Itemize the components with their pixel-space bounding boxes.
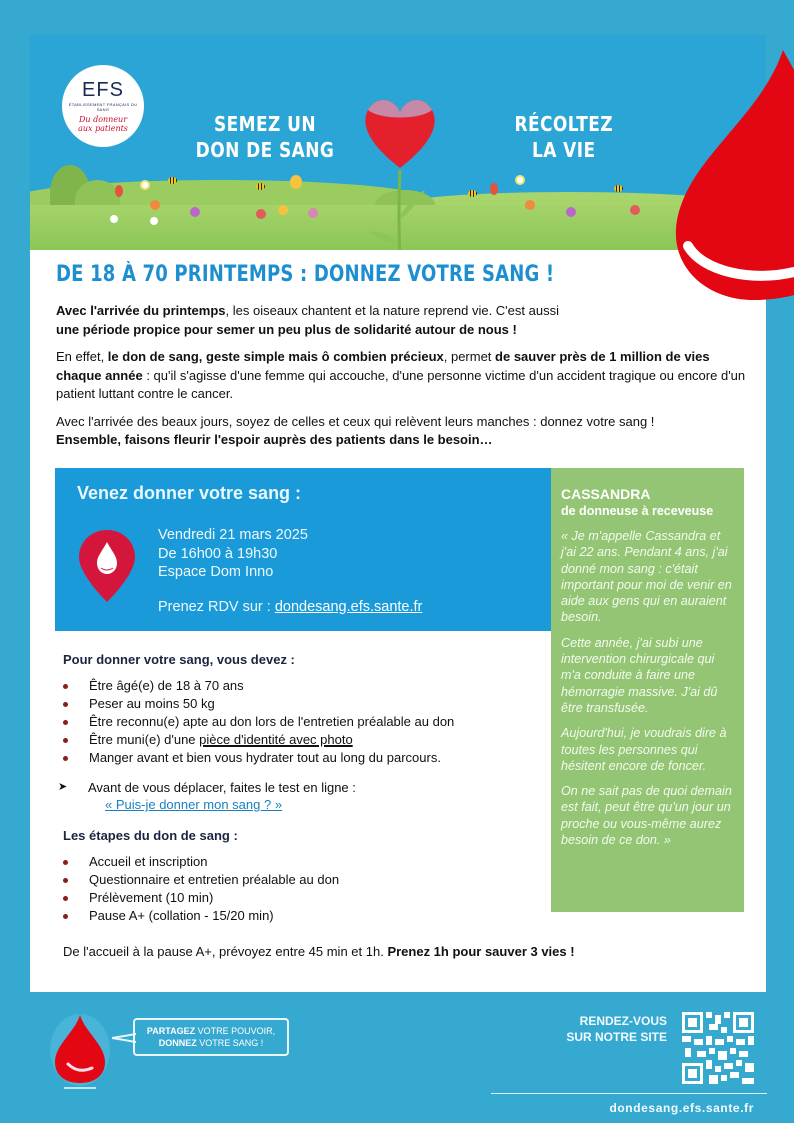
testimony-box [551, 468, 744, 912]
requirements-section [58, 652, 543, 813]
event-info-box [55, 468, 552, 631]
flower-icon [566, 207, 576, 217]
event-time: De 16h00 à 19h30 [158, 545, 278, 562]
content-panel [30, 250, 766, 992]
list-item: Être âgé(e) de 18 à 70 ans [63, 677, 543, 695]
list-item: Questionnaire et entretien préalable au don [63, 871, 543, 889]
online-test-note [58, 779, 543, 813]
flower-icon [630, 205, 640, 215]
requirements-heading: Pour donner votre sang, vous devez : [63, 652, 295, 667]
testimony-role: de donneuse à receveuse [561, 504, 714, 518]
intro-text [56, 302, 746, 459]
share-speech-bubble [133, 1018, 289, 1056]
efs-logo [62, 65, 144, 147]
flower-icon [490, 183, 498, 195]
list-item-text: Être muni(e) d'une [89, 732, 200, 747]
testimony-name: CASSANDRA [561, 486, 651, 502]
bee-icon [614, 185, 623, 192]
list-item: Manger avant et bien vous hydrater tout au long du parcours. [63, 749, 543, 767]
steps-heading: Les étapes du don de sang : [63, 828, 238, 843]
list-item: Pause A+ (collation - 15/20 min) [63, 907, 543, 925]
id-requirement-underlined: pièce d'identité avec photo [199, 732, 353, 747]
event-details [158, 526, 308, 582]
steps-section [63, 828, 543, 925]
flower-icon [256, 209, 266, 219]
intro-p1-bold-end: une période propice pour semer un peu plus de solidarité autour de nous ! [56, 321, 517, 337]
slogan-left-line1: SEMEZ UN [213, 112, 317, 136]
slogan-left [180, 111, 350, 163]
bubble-bold-2: DONNEZ [158, 1038, 197, 1048]
testimony-paragraph: On ne sait pas de quoi demain est fait, peut être qu'un jour un proche ou vous-même aurez besoin de ce don. » [561, 784, 732, 848]
duration-text: De l'accueil à la pause A+, prévoyez entre 45 min et 1h. [63, 944, 388, 959]
slogan-right [500, 111, 628, 163]
visit-site-line1: RENDEZ-VOUS [579, 1014, 667, 1028]
intro-paragraph-1 [56, 302, 746, 339]
intro-paragraph-3 [56, 413, 746, 450]
testimony-paragraph: Cette année, j'ai subi une intervention chirurgicale qui m'a conduite à faire une hémorragie massive. J'ai dû être transfusée. [561, 635, 718, 715]
footer-blood-drop-icon [50, 1010, 110, 1090]
flower-icon [290, 175, 302, 189]
testimony-paragraph: « Je m'appelle Cassandra et j'ai 22 ans. Pendant 4 ans, j'ai donné mon sang : c'était important pour moi de venir en aide aux gens qui en auraient besoin. [561, 529, 732, 625]
logo-tagline [62, 115, 144, 133]
flower-icon [110, 215, 118, 223]
intro-p2-mid: , permet [443, 349, 496, 364]
bubble-text-1: VOTRE POUVOIR, [195, 1026, 276, 1036]
list-item: Prélèvement (10 min) [63, 889, 543, 907]
intro-p1-rest: , les oiseaux chantent et la nature reprend vie. C'est aussi [225, 303, 559, 318]
slogan-left-line2: DON DE SANG [195, 138, 335, 162]
intro-p3-bold: Ensemble, faisons fleurir l'espoir auprès des patients dans le besoin… [56, 432, 493, 447]
flower-icon [525, 200, 535, 210]
flower-icon [150, 200, 160, 210]
bubble-text-2: VOTRE SANG ! [196, 1038, 264, 1048]
bee-icon [168, 177, 177, 184]
bubble-bold-1: PARTAGEZ [146, 1026, 196, 1036]
slogan-right-line1: RÉCOLTEZ [514, 112, 614, 136]
intro-paragraph-2 [56, 348, 746, 404]
logo-acronym: EFS [82, 79, 124, 101]
steps-list [63, 853, 543, 925]
testimony-paragraph: Aujourd'hui, je voudrais dire à toutes les personnes qui hésitent encore de foncer. [561, 726, 727, 773]
online-test-text: Avant de vous déplacer, faites le test en ligne : [88, 780, 356, 795]
visit-site-line2: SUR NOTRE SITE [566, 1030, 667, 1044]
flower-icon [190, 207, 200, 217]
logo-tagline-line1: Du donneur [78, 115, 128, 124]
footer-url[interactable]: dondesang.efs.sante.fr [609, 1101, 754, 1115]
duration-bold: Prenez 1h pour sauver 3 vies ! [387, 944, 575, 959]
flower-icon [140, 180, 150, 190]
logo-tagline-line2: aux patients [78, 124, 128, 133]
event-rdv [158, 599, 422, 615]
duration-note [63, 944, 575, 959]
intro-p2-end: : qu'il s'agisse d'une femme qui accouche, d'une personne victime d'un accident tragique ou encore d'un patient luttant contre le cancer. [56, 367, 746, 401]
location-pin-icon [79, 530, 135, 602]
intro-p2-bold2: de sauver près de 1 million de vies chaque année [56, 349, 710, 383]
bee-icon [468, 190, 477, 197]
list-item: Être reconnu(e) apte au don lors de l'entretien préalable au don [63, 713, 543, 731]
intro-p2-start: En effet, [56, 349, 108, 364]
online-test-link[interactable]: « Puis-je donner mon sang ? » [105, 797, 283, 812]
flower-icon [150, 217, 158, 225]
flower-icon [515, 175, 525, 185]
intro-p3: Avec l'arrivée des beaux jours, soyez de celles et ceux qui relèvent leurs manches : donnez votre sang ! [56, 413, 655, 429]
list-item [63, 731, 543, 749]
page-title: DE 18 À 70 PRINTEMPS : DONNEZ VOTRE SANG ! [56, 262, 555, 287]
list-item: Accueil et inscription [63, 853, 543, 871]
list-item: Peser au moins 50 kg [63, 695, 543, 713]
event-place: Espace Dom Inno [158, 564, 274, 580]
rdv-label: Prenez RDV sur : [158, 599, 275, 615]
event-date: Vendredi 21 mars 2025 [158, 527, 308, 543]
flower-icon [308, 208, 318, 218]
qr-code-icon[interactable] [682, 1012, 754, 1084]
intro-p2-bold1: le don de sang, geste simple mais ô combien précieux [107, 349, 444, 364]
bee-icon [256, 183, 265, 190]
logo-full-name: ÉTABLISSEMENT FRANÇAIS DU SANG [68, 102, 138, 112]
visit-site-label [540, 1013, 667, 1045]
intro-p1-bold-start: Avec l'arrivée du printemps [56, 303, 226, 318]
requirements-list [63, 677, 543, 767]
event-heading: Venez donner votre sang : [77, 483, 302, 503]
flower-icon [278, 205, 288, 215]
footer-divider [491, 1093, 767, 1094]
rdv-link[interactable]: dondesang.efs.sante.fr [274, 599, 423, 615]
flower-icon [115, 185, 123, 197]
heart-flower-icon [360, 90, 440, 250]
blood-drop-icon [643, 50, 794, 300]
arrow-bullet-icon: ➤ [58, 781, 68, 793]
slogan-right-line2: LA VIE [531, 138, 596, 162]
